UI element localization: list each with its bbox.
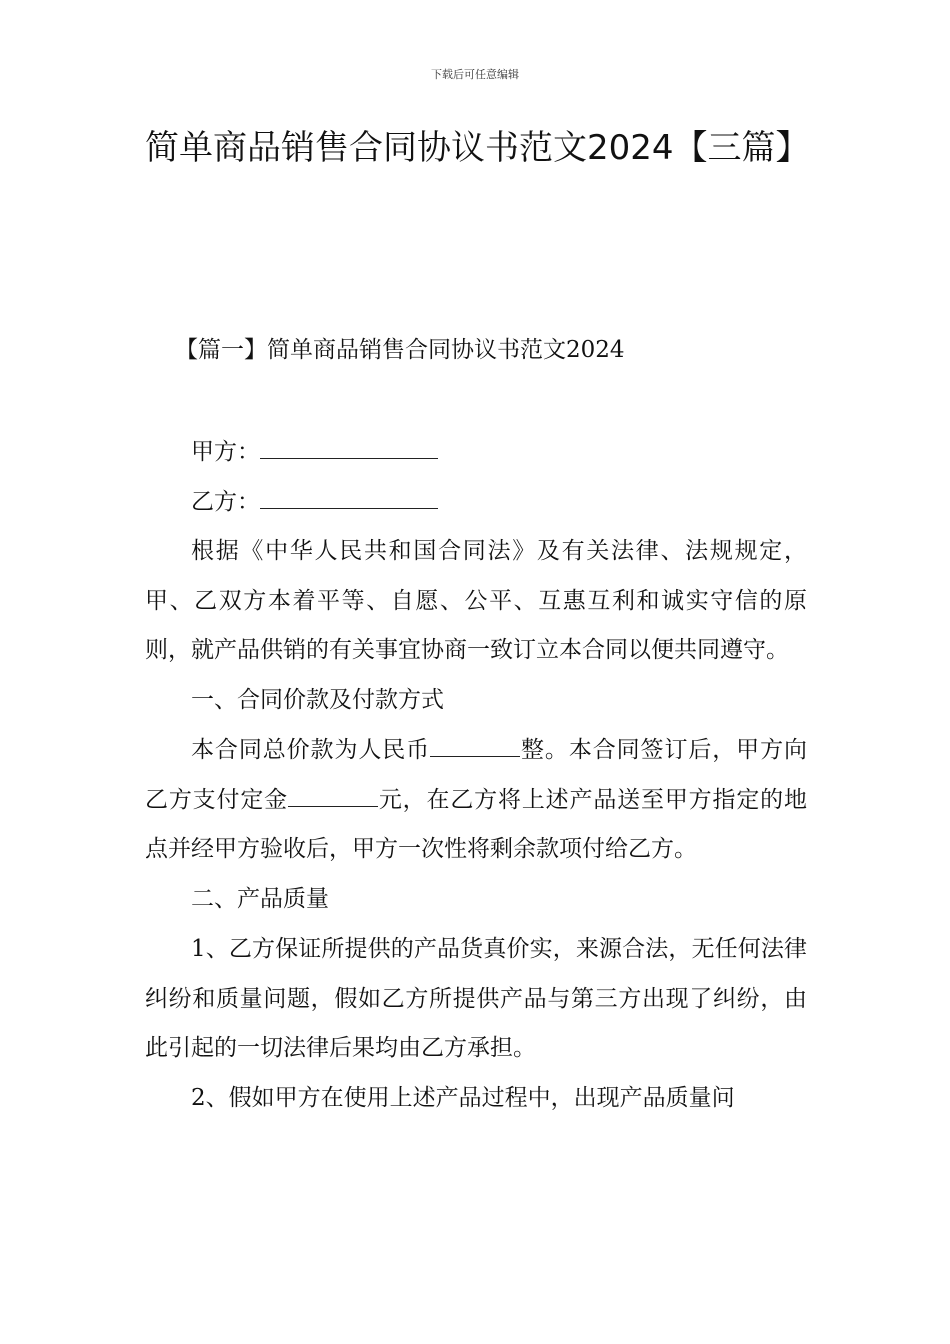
document-body [145, 428, 807, 1123]
price-text-3: 元，在乙方将上述产品送至甲方指定的地点并经甲方验收后，甲方一次性将剩余款项付给乙方。 [145, 786, 808, 862]
price-paragraph [145, 726, 807, 875]
party-b-blank [260, 483, 438, 508]
heading-price: 一、合同价款及付款方式 [191, 686, 444, 713]
party-a-blank [260, 434, 438, 459]
quality-paragraph-2: 2、假如甲方在使用上述产品过程中，出现产品质量问 [191, 1084, 735, 1111]
document-title: 简单商品销售合同协议书范文2024【三篇】 [145, 128, 810, 168]
header-note: 下载后可任意编辑 [431, 68, 519, 81]
party-b-line [145, 478, 807, 528]
party-a-line [145, 428, 807, 478]
quality-paragraph-1: 1、乙方保证所提供的产品货真价实，来源合法，无任何法律纠纷和质量问题，假如乙方所提供产品与第三方出现了纠纷，由此引起的一切法律后果均由乙方承担。 [145, 936, 807, 1061]
party-b-label: 乙方： [191, 488, 260, 515]
intro-paragraph: 根据《中华人民共和国合同法》及有关法律、法规规定，甲、乙双方本着平等、自愿、公平、互惠互利和诚实守信的原则，就产品供销的有关事宜协商一致订立本合同以便共同遵守。 [145, 538, 807, 663]
heading-quality: 二、产品质量 [191, 885, 329, 912]
section-title: 【篇一】简单商品销售合同协议书范文2024 [175, 337, 625, 363]
total-price-blank [430, 732, 520, 757]
price-text-2: 整。本合同签订后，甲方向乙方支付定金 [145, 737, 808, 813]
price-text-1: 本合同总价款为人民币 [191, 737, 431, 763]
deposit-blank [288, 781, 378, 806]
party-a-label: 甲方： [191, 439, 260, 465]
